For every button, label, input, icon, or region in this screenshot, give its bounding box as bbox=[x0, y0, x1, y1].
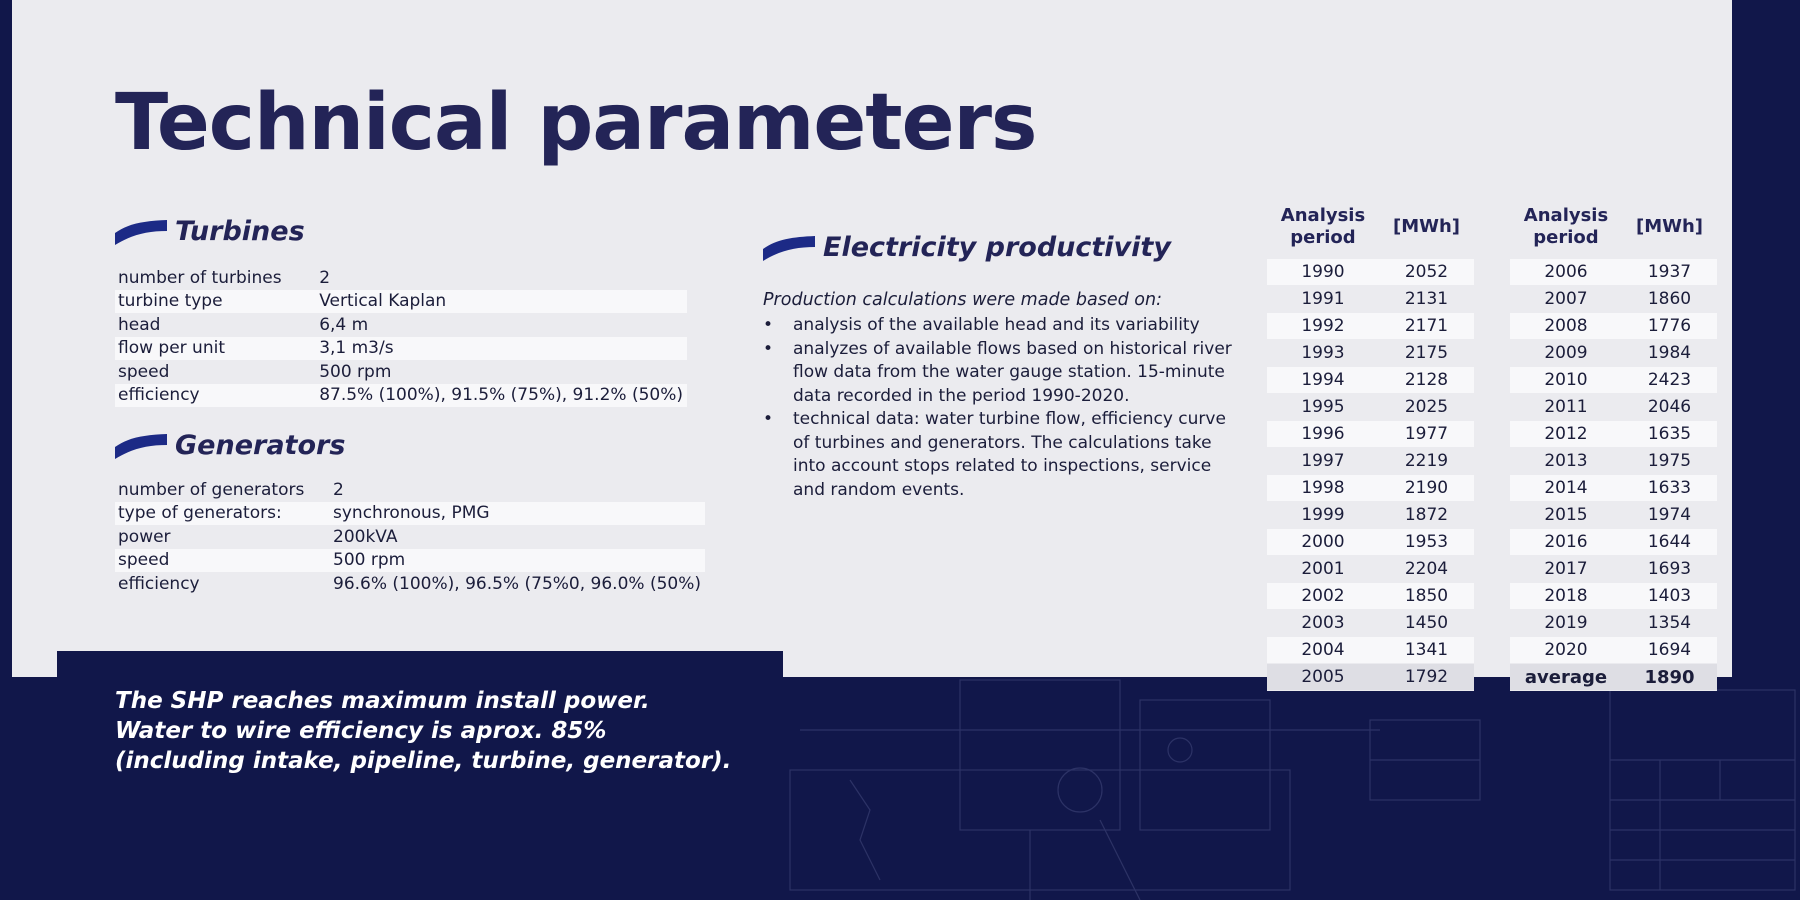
average-label: average bbox=[1510, 664, 1622, 691]
year-cell: 1998 bbox=[1267, 475, 1379, 502]
table-row bbox=[1267, 583, 1474, 610]
table-row bbox=[1510, 583, 1717, 610]
table-row bbox=[1267, 556, 1474, 583]
year-cell: 2014 bbox=[1510, 475, 1622, 502]
mwh-cell: 1860 bbox=[1622, 286, 1717, 313]
param-value: Vertical Kaplan bbox=[316, 290, 687, 314]
param-value: synchronous, PMG bbox=[330, 502, 705, 526]
table-row bbox=[1510, 313, 1717, 340]
left-accent-bar bbox=[0, 0, 12, 260]
param-value: 500 rpm bbox=[319, 361, 392, 382]
table-row bbox=[1510, 529, 1717, 556]
swoosh-icon bbox=[115, 433, 167, 459]
table-row bbox=[115, 525, 705, 549]
mwh-cell: 1354 bbox=[1622, 610, 1717, 637]
average-value: 1890 bbox=[1622, 664, 1717, 691]
mwh-cell: 1984 bbox=[1622, 340, 1717, 367]
table-row bbox=[115, 478, 705, 502]
year-cell: 2000 bbox=[1267, 529, 1379, 556]
productivity-intro: Production calculations were made based on: bbox=[763, 290, 1162, 310]
year-cell: 2003 bbox=[1267, 610, 1379, 637]
mwh-cell: 1403 bbox=[1622, 583, 1717, 610]
turbines-heading-label: Turbines bbox=[175, 216, 305, 247]
table-row bbox=[1510, 448, 1717, 475]
mwh-cell: 1341 bbox=[1379, 637, 1474, 664]
param-label: power bbox=[118, 526, 171, 547]
year-cell: 2001 bbox=[1267, 556, 1379, 583]
year-cell: 2002 bbox=[1267, 583, 1379, 610]
blueprint-drawing bbox=[780, 660, 1800, 900]
table-row bbox=[1267, 529, 1474, 556]
table-row bbox=[1267, 286, 1474, 313]
mwh-cell: 1644 bbox=[1622, 529, 1717, 556]
year-cell: 2017 bbox=[1510, 556, 1622, 583]
table-row bbox=[115, 290, 687, 314]
column-header-period: Analysis period bbox=[1280, 205, 1366, 248]
mwh-cell: 2171 bbox=[1379, 313, 1474, 340]
mwh-cell: 2052 bbox=[1379, 259, 1474, 286]
table-row bbox=[1510, 340, 1717, 367]
year-cell: 1997 bbox=[1267, 448, 1379, 475]
swoosh-icon bbox=[763, 235, 815, 261]
production-table-left bbox=[1267, 196, 1474, 691]
mwh-cell: 1693 bbox=[1622, 556, 1717, 583]
table-row bbox=[1267, 340, 1474, 367]
year-cell: 2007 bbox=[1510, 286, 1622, 313]
mwh-cell: 1975 bbox=[1622, 448, 1717, 475]
table-row bbox=[1510, 556, 1717, 583]
param-value: 6,4 m bbox=[319, 314, 369, 335]
productivity-heading bbox=[763, 232, 1171, 263]
param-value: 2 bbox=[319, 267, 331, 288]
column-header-period: Analysis period bbox=[1523, 205, 1609, 248]
swoosh-icon bbox=[115, 219, 167, 245]
mwh-cell: 2131 bbox=[1379, 286, 1474, 313]
mwh-cell: 1776 bbox=[1622, 313, 1717, 340]
param-label: speed bbox=[115, 549, 330, 573]
param-label: turbine type bbox=[115, 290, 316, 314]
mwh-cell: 1450 bbox=[1379, 610, 1474, 637]
param-value: 87.5% (100%), 91.5% (75%), 91.2% (50%) bbox=[316, 384, 687, 408]
year-cell: 2004 bbox=[1267, 637, 1379, 664]
year-cell: 2009 bbox=[1510, 340, 1622, 367]
column-header-mwh: [MWh] bbox=[1635, 216, 1704, 237]
table-row bbox=[1267, 475, 1474, 502]
table-row bbox=[115, 266, 687, 290]
mwh-cell: 2128 bbox=[1379, 367, 1474, 394]
list-item: • technical data: water turbine flow, efficiency curve of turbines and generators. The calculations take into account stops related to inspections, service and random events. bbox=[763, 408, 1233, 502]
mwh-cell: 1872 bbox=[1379, 502, 1474, 529]
summary-line: The SHP reaches maximum install power. bbox=[115, 688, 650, 714]
table-row bbox=[1267, 313, 1474, 340]
year-cell: 1994 bbox=[1267, 367, 1379, 394]
year-cell: 2012 bbox=[1510, 421, 1622, 448]
mwh-cell: 1953 bbox=[1379, 529, 1474, 556]
table-row bbox=[1267, 637, 1474, 664]
table-row bbox=[115, 313, 687, 337]
year-cell: 2011 bbox=[1510, 394, 1622, 421]
summary-line: Water to wire efficiency is aprox. 85% bbox=[115, 718, 607, 744]
productivity-list bbox=[763, 314, 1233, 502]
table-row bbox=[115, 384, 687, 408]
mwh-cell: 1633 bbox=[1622, 475, 1717, 502]
table-row bbox=[1267, 394, 1474, 421]
param-value: 500 rpm bbox=[330, 549, 705, 573]
table-row bbox=[1267, 259, 1474, 286]
turbines-table bbox=[115, 266, 687, 407]
param-label: type of generators: bbox=[115, 502, 330, 526]
table-row bbox=[1267, 502, 1474, 529]
table-row bbox=[1510, 286, 1717, 313]
param-label: flow per unit bbox=[115, 337, 316, 361]
table-row bbox=[115, 360, 687, 384]
table-row bbox=[1510, 259, 1717, 286]
generators-heading-label: Generators bbox=[175, 430, 346, 461]
year-cell: 2013 bbox=[1510, 448, 1622, 475]
year-cell: 2018 bbox=[1510, 583, 1622, 610]
table-row bbox=[1267, 367, 1474, 394]
mwh-cell: 1937 bbox=[1622, 259, 1717, 286]
mwh-cell: 1635 bbox=[1622, 421, 1717, 448]
table-row bbox=[1510, 421, 1717, 448]
table-row bbox=[115, 337, 687, 361]
year-cell: 2005 bbox=[1267, 664, 1379, 691]
year-cell: 1993 bbox=[1267, 340, 1379, 367]
year-cell: 2019 bbox=[1510, 610, 1622, 637]
mwh-cell: 2046 bbox=[1622, 394, 1717, 421]
mwh-cell: 2219 bbox=[1379, 448, 1474, 475]
year-cell: 2020 bbox=[1510, 637, 1622, 664]
mwh-cell: 2423 bbox=[1622, 367, 1717, 394]
list-item: • analyzes of available flows based on historical river flow data from the water gauge station. 15-minute data recorded in the period 1990-2020. bbox=[763, 338, 1233, 409]
year-cell: 2006 bbox=[1510, 259, 1622, 286]
year-cell: 1999 bbox=[1267, 502, 1379, 529]
year-cell: 2008 bbox=[1510, 313, 1622, 340]
turbines-heading bbox=[115, 216, 305, 247]
table-row bbox=[1267, 421, 1474, 448]
year-cell: 1995 bbox=[1267, 394, 1379, 421]
table-row bbox=[1510, 475, 1717, 502]
param-label: number of generators bbox=[118, 479, 305, 500]
mwh-cell: 2204 bbox=[1379, 556, 1474, 583]
summary-text bbox=[115, 686, 731, 776]
table-row bbox=[1267, 448, 1474, 475]
generators-table bbox=[115, 478, 705, 596]
year-cell: 2016 bbox=[1510, 529, 1622, 556]
mwh-cell: 1974 bbox=[1622, 502, 1717, 529]
mwh-cell: 2025 bbox=[1379, 394, 1474, 421]
table-row bbox=[1510, 637, 1717, 664]
average-row bbox=[1510, 664, 1717, 691]
year-cell: 2010 bbox=[1510, 367, 1622, 394]
page-title: Technical parameters bbox=[115, 78, 1037, 168]
table-row bbox=[1510, 502, 1717, 529]
param-value: 2 bbox=[333, 479, 344, 500]
table-row bbox=[1510, 367, 1717, 394]
year-cell: 1990 bbox=[1267, 259, 1379, 286]
table-row bbox=[1267, 664, 1474, 691]
summary-line: (including intake, pipeline, turbine, generator). bbox=[115, 748, 732, 774]
mwh-cell: 2190 bbox=[1379, 475, 1474, 502]
list-item: • analysis of the available head and its variability bbox=[763, 314, 1233, 338]
table-row bbox=[115, 572, 705, 596]
mwh-cell: 1792 bbox=[1379, 664, 1474, 691]
year-cell: 1996 bbox=[1267, 421, 1379, 448]
year-cell: 1992 bbox=[1267, 313, 1379, 340]
param-label: efficiency bbox=[118, 573, 200, 594]
table-row bbox=[1510, 610, 1717, 637]
production-table-right bbox=[1510, 196, 1717, 691]
table-row bbox=[115, 502, 705, 526]
generators-heading bbox=[115, 430, 345, 461]
column-header-mwh: [MWh] bbox=[1392, 216, 1461, 237]
param-label: head bbox=[118, 314, 161, 335]
table-row bbox=[115, 549, 705, 573]
year-cell: 2015 bbox=[1510, 502, 1622, 529]
mwh-cell: 2175 bbox=[1379, 340, 1474, 367]
param-value: 96.6% (100%), 96.5% (75%0, 96.0% (50%) bbox=[333, 573, 701, 594]
table-row bbox=[1510, 394, 1717, 421]
param-label: efficiency bbox=[115, 384, 316, 408]
table-row bbox=[1267, 610, 1474, 637]
param-value: 200kVA bbox=[333, 526, 398, 547]
param-value: 3,1 m3/s bbox=[316, 337, 687, 361]
mwh-cell: 1977 bbox=[1379, 421, 1474, 448]
mwh-cell: 1694 bbox=[1622, 637, 1717, 664]
year-cell: 1991 bbox=[1267, 286, 1379, 313]
mwh-cell: 1850 bbox=[1379, 583, 1474, 610]
productivity-heading-label: Electricity productivity bbox=[823, 232, 1171, 263]
param-label: number of turbines bbox=[118, 267, 282, 288]
param-label: speed bbox=[118, 361, 170, 382]
